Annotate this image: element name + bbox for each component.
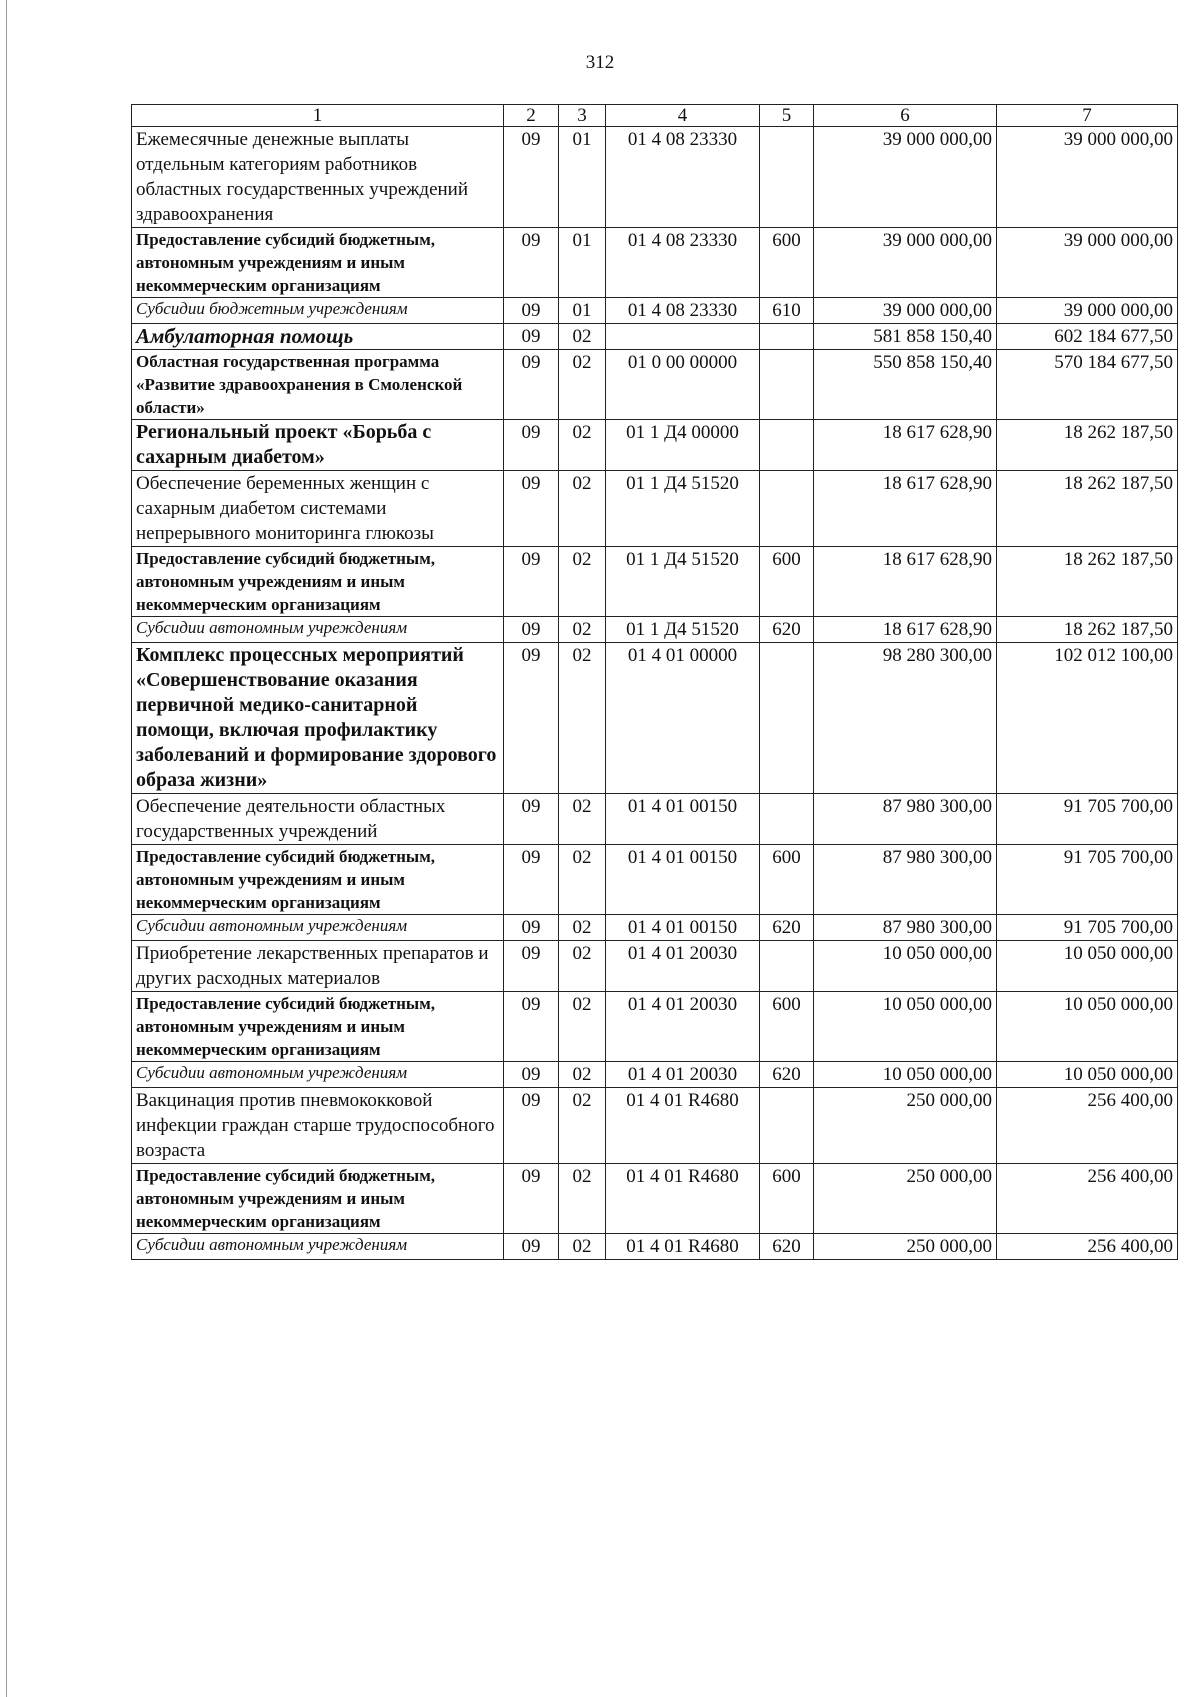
row-amount-col6-cell: 87 980 300,00 bbox=[814, 845, 997, 915]
row-target-article-cell: 01 4 08 23330 bbox=[606, 127, 760, 228]
row-section-cell: 09 bbox=[504, 941, 559, 992]
row-amount-col6-cell: 87 980 300,00 bbox=[814, 915, 997, 941]
row-target-article-cell: 01 4 01 20030 bbox=[606, 992, 760, 1062]
row-subsection-cell: 02 bbox=[559, 1164, 606, 1234]
header-col-7: 7 bbox=[997, 105, 1178, 127]
row-target-article-cell: 01 4 01 20030 bbox=[606, 941, 760, 992]
row-subsection-cell: 02 bbox=[559, 1088, 606, 1164]
row-target-article-cell: 01 4 01 R4680 bbox=[606, 1088, 760, 1164]
row-section-cell: 09 bbox=[504, 420, 559, 471]
table-row bbox=[132, 547, 1178, 617]
header-col-3: 3 bbox=[559, 105, 606, 127]
row-section-cell: 09 bbox=[504, 298, 559, 324]
row-amount-col6-cell: 10 050 000,00 bbox=[814, 941, 997, 992]
row-subsection-cell: 01 bbox=[559, 228, 606, 298]
row-name-cell: Обеспечение деятельности областных государственных учреждений bbox=[132, 794, 504, 845]
row-amount-col6-cell: 39 000 000,00 bbox=[814, 228, 997, 298]
row-subsection-cell: 02 bbox=[559, 1062, 606, 1088]
row-amount-col7-cell: 256 400,00 bbox=[997, 1164, 1178, 1234]
row-expense-type-cell: 620 bbox=[760, 915, 814, 941]
row-expense-type-cell bbox=[760, 643, 814, 794]
row-name-cell: Предоставление субсидий бюджетным, автономным учреждениям и иным некоммерческим организациям bbox=[132, 992, 504, 1062]
row-subsection-cell: 02 bbox=[559, 471, 606, 547]
row-name-cell: Обеспечение беременных женщин с сахарным диабетом системами непрерывного мониторинга глюкозы bbox=[132, 471, 504, 547]
row-amount-col7-cell: 18 262 187,50 bbox=[997, 547, 1178, 617]
row-expense-type-cell: 600 bbox=[760, 845, 814, 915]
row-name-cell: Ежемесячные денежные выплаты отдельным категориям работников областных государственных учреждений здравоохранения bbox=[132, 127, 504, 228]
row-subsection-cell: 01 bbox=[559, 127, 606, 228]
row-amount-col7-cell: 39 000 000,00 bbox=[997, 127, 1178, 228]
scan-left-edge bbox=[6, 0, 7, 1697]
row-subsection-cell: 02 bbox=[559, 941, 606, 992]
row-target-article-cell: 01 0 00 00000 bbox=[606, 350, 760, 420]
budget-table bbox=[131, 104, 1178, 1260]
row-section-cell: 09 bbox=[504, 127, 559, 228]
row-expense-type-cell bbox=[760, 350, 814, 420]
row-subsection-cell: 02 bbox=[559, 420, 606, 471]
table-row bbox=[132, 471, 1178, 547]
table-row bbox=[132, 845, 1178, 915]
row-expense-type-cell: 620 bbox=[760, 617, 814, 643]
table-row bbox=[132, 1062, 1178, 1088]
row-subsection-cell: 02 bbox=[559, 992, 606, 1062]
table-row bbox=[132, 794, 1178, 845]
table-row bbox=[132, 643, 1178, 794]
row-name-cell: Предоставление субсидий бюджетным, автономным учреждениям и иным некоммерческим организациям bbox=[132, 547, 504, 617]
header-col-2: 2 bbox=[504, 105, 559, 127]
row-amount-col6-cell: 10 050 000,00 bbox=[814, 1062, 997, 1088]
row-section-cell: 09 bbox=[504, 350, 559, 420]
row-expense-type-cell bbox=[760, 420, 814, 471]
row-expense-type-cell bbox=[760, 794, 814, 845]
table-row bbox=[132, 228, 1178, 298]
table-header-row bbox=[132, 105, 1178, 127]
row-amount-col7-cell: 91 705 700,00 bbox=[997, 845, 1178, 915]
row-subsection-cell: 01 bbox=[559, 298, 606, 324]
row-amount-col7-cell: 91 705 700,00 bbox=[997, 794, 1178, 845]
row-section-cell: 09 bbox=[504, 471, 559, 547]
row-amount-col7-cell: 91 705 700,00 bbox=[997, 915, 1178, 941]
table-row bbox=[132, 1164, 1178, 1234]
row-amount-col6-cell: 87 980 300,00 bbox=[814, 794, 997, 845]
table-row bbox=[132, 617, 1178, 643]
table-row bbox=[132, 350, 1178, 420]
row-expense-type-cell: 620 bbox=[760, 1234, 814, 1260]
row-amount-col6-cell: 18 617 628,90 bbox=[814, 547, 997, 617]
row-amount-col7-cell: 18 262 187,50 bbox=[997, 471, 1178, 547]
row-amount-col6-cell: 18 617 628,90 bbox=[814, 420, 997, 471]
row-subsection-cell: 02 bbox=[559, 324, 606, 350]
row-amount-col6-cell: 18 617 628,90 bbox=[814, 617, 997, 643]
row-section-cell: 09 bbox=[504, 1164, 559, 1234]
row-name-cell: Амбулаторная помощь bbox=[132, 324, 504, 350]
row-amount-col6-cell: 250 000,00 bbox=[814, 1234, 997, 1260]
row-target-article-cell: 01 1 Д4 00000 bbox=[606, 420, 760, 471]
row-section-cell: 09 bbox=[504, 617, 559, 643]
row-target-article-cell: 01 4 01 00150 bbox=[606, 845, 760, 915]
table-row bbox=[132, 324, 1178, 350]
row-target-article-cell: 01 1 Д4 51520 bbox=[606, 471, 760, 547]
row-amount-col7-cell: 102 012 100,00 bbox=[997, 643, 1178, 794]
row-expense-type-cell bbox=[760, 127, 814, 228]
row-amount-col6-cell: 10 050 000,00 bbox=[814, 992, 997, 1062]
row-amount-col6-cell: 98 280 300,00 bbox=[814, 643, 997, 794]
row-name-cell: Субсидии автономным учреждениям bbox=[132, 915, 504, 941]
row-section-cell: 09 bbox=[504, 1234, 559, 1260]
row-name-cell: Региональный проект «Борьба с сахарным диабетом» bbox=[132, 420, 504, 471]
row-name-cell: Субсидии автономным учреждениям bbox=[132, 617, 504, 643]
row-name-cell: Приобретение лекарственных препаратов и других расходных материалов bbox=[132, 941, 504, 992]
table-row bbox=[132, 915, 1178, 941]
row-amount-col7-cell: 570 184 677,50 bbox=[997, 350, 1178, 420]
row-amount-col7-cell: 602 184 677,50 bbox=[997, 324, 1178, 350]
row-name-cell: Предоставление субсидий бюджетным, автономным учреждениям и иным некоммерческим организациям bbox=[132, 228, 504, 298]
row-amount-col6-cell: 250 000,00 bbox=[814, 1088, 997, 1164]
table-row bbox=[132, 1088, 1178, 1164]
row-name-cell: Субсидии автономным учреждениям bbox=[132, 1062, 504, 1088]
row-subsection-cell: 02 bbox=[559, 350, 606, 420]
row-amount-col7-cell: 39 000 000,00 bbox=[997, 228, 1178, 298]
row-amount-col7-cell: 10 050 000,00 bbox=[997, 941, 1178, 992]
row-amount-col7-cell: 256 400,00 bbox=[997, 1088, 1178, 1164]
row-expense-type-cell: 610 bbox=[760, 298, 814, 324]
row-section-cell: 09 bbox=[504, 324, 559, 350]
page-number: 312 bbox=[585, 52, 615, 73]
row-amount-col6-cell: 39 000 000,00 bbox=[814, 298, 997, 324]
header-col-1: 1 bbox=[132, 105, 504, 127]
row-target-article-cell: 01 4 01 00150 bbox=[606, 794, 760, 845]
row-subsection-cell: 02 bbox=[559, 794, 606, 845]
row-name-cell: Предоставление субсидий бюджетным, автономным учреждениям и иным некоммерческим организациям bbox=[132, 845, 504, 915]
row-amount-col7-cell: 256 400,00 bbox=[997, 1234, 1178, 1260]
row-amount-col7-cell: 18 262 187,50 bbox=[997, 617, 1178, 643]
row-name-cell: Предоставление субсидий бюджетным, автономным учреждениям и иным некоммерческим организациям bbox=[132, 1164, 504, 1234]
row-expense-type-cell: 600 bbox=[760, 228, 814, 298]
row-section-cell: 09 bbox=[504, 228, 559, 298]
table-row bbox=[132, 298, 1178, 324]
row-target-article-cell: 01 1 Д4 51520 bbox=[606, 617, 760, 643]
table-row bbox=[132, 1234, 1178, 1260]
row-expense-type-cell: 600 bbox=[760, 992, 814, 1062]
row-amount-col7-cell: 10 050 000,00 bbox=[997, 992, 1178, 1062]
row-name-cell: Субсидии бюджетным учреждениям bbox=[132, 298, 504, 324]
table-row bbox=[132, 992, 1178, 1062]
row-subsection-cell: 02 bbox=[559, 617, 606, 643]
row-subsection-cell: 02 bbox=[559, 915, 606, 941]
row-amount-col6-cell: 581 858 150,40 bbox=[814, 324, 997, 350]
row-target-article-cell: 01 4 01 R4680 bbox=[606, 1234, 760, 1260]
row-name-cell: Областная государственная программа «Развитие здравоохранения в Смоленской области» bbox=[132, 350, 504, 420]
row-section-cell: 09 bbox=[504, 794, 559, 845]
row-amount-col7-cell: 39 000 000,00 bbox=[997, 298, 1178, 324]
row-expense-type-cell bbox=[760, 1088, 814, 1164]
row-section-cell: 09 bbox=[504, 643, 559, 794]
row-amount-col6-cell: 39 000 000,00 bbox=[814, 127, 997, 228]
row-amount-col6-cell: 550 858 150,40 bbox=[814, 350, 997, 420]
row-target-article-cell: 01 4 08 23330 bbox=[606, 228, 760, 298]
row-subsection-cell: 02 bbox=[559, 643, 606, 794]
row-section-cell: 09 bbox=[504, 547, 559, 617]
row-amount-col7-cell: 18 262 187,50 bbox=[997, 420, 1178, 471]
row-name-cell: Субсидии автономным учреждениям bbox=[132, 1234, 504, 1260]
row-target-article-cell: 01 4 01 20030 bbox=[606, 1062, 760, 1088]
table-body bbox=[132, 127, 1178, 1260]
row-subsection-cell: 02 bbox=[559, 547, 606, 617]
row-name-cell: Комплекс процессных мероприятий «Совершенствование оказания первичной медико-санитарной помощи, включая профилактику заболеваний и формирование здорового образа жизни» bbox=[132, 643, 504, 794]
row-target-article-cell: 01 4 01 R4680 bbox=[606, 1164, 760, 1234]
row-section-cell: 09 bbox=[504, 1062, 559, 1088]
row-amount-col7-cell: 10 050 000,00 bbox=[997, 1062, 1178, 1088]
row-expense-type-cell bbox=[760, 941, 814, 992]
row-section-cell: 09 bbox=[504, 915, 559, 941]
row-expense-type-cell: 600 bbox=[760, 547, 814, 617]
row-subsection-cell: 02 bbox=[559, 845, 606, 915]
row-expense-type-cell: 620 bbox=[760, 1062, 814, 1088]
table-row bbox=[132, 941, 1178, 992]
row-target-article-cell: 01 4 01 00150 bbox=[606, 915, 760, 941]
table-row bbox=[132, 420, 1178, 471]
row-target-article-cell: 01 1 Д4 51520 bbox=[606, 547, 760, 617]
row-target-article-cell bbox=[606, 324, 760, 350]
row-amount-col6-cell: 250 000,00 bbox=[814, 1164, 997, 1234]
row-subsection-cell: 02 bbox=[559, 1234, 606, 1260]
row-target-article-cell: 01 4 01 00000 bbox=[606, 643, 760, 794]
table-row bbox=[132, 127, 1178, 228]
row-section-cell: 09 bbox=[504, 1088, 559, 1164]
row-expense-type-cell bbox=[760, 471, 814, 547]
row-section-cell: 09 bbox=[504, 845, 559, 915]
row-section-cell: 09 bbox=[504, 992, 559, 1062]
header-col-6: 6 bbox=[814, 105, 997, 127]
row-name-cell: Вакцинация против пневмококковой инфекции граждан старше трудоспособного возраста bbox=[132, 1088, 504, 1164]
header-col-5: 5 bbox=[760, 105, 814, 127]
row-target-article-cell: 01 4 08 23330 bbox=[606, 298, 760, 324]
row-amount-col6-cell: 18 617 628,90 bbox=[814, 471, 997, 547]
header-col-4: 4 bbox=[606, 105, 760, 127]
row-expense-type-cell bbox=[760, 324, 814, 350]
row-expense-type-cell: 600 bbox=[760, 1164, 814, 1234]
